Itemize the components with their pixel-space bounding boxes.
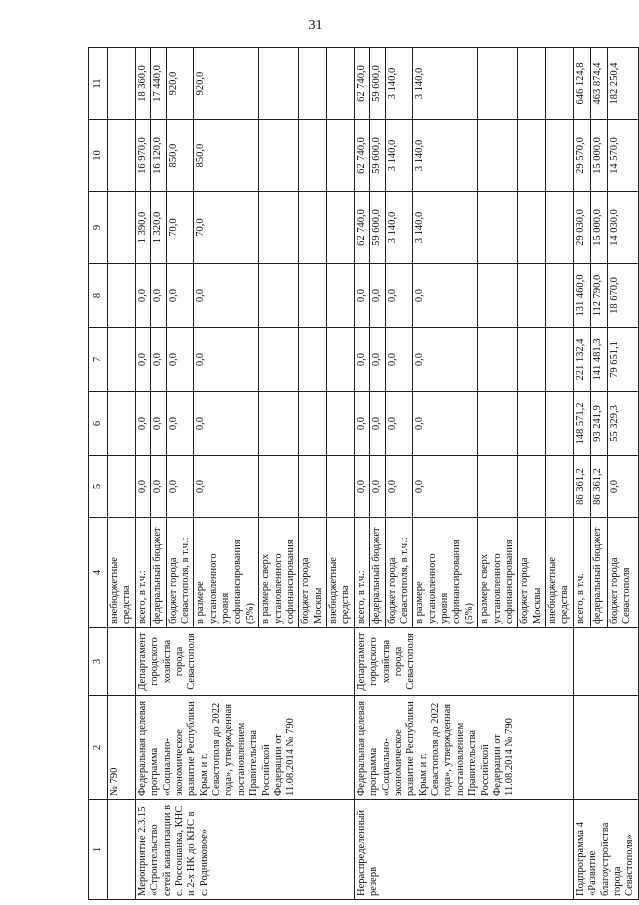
value-cell [546,192,574,264]
source-cell: всего, в т.ч. [573,518,590,628]
col-header: 5 [89,456,108,518]
value-cell: 0,0 [413,392,478,456]
value-cell: 463 874,4 [590,48,607,120]
value-cell [546,392,574,456]
value-cell [259,48,299,120]
value-cell: 0,0 [135,392,150,456]
source-cell: в размере сверх установленного софинансирования [259,518,299,628]
source-cell: внебюджетные средства [327,518,355,628]
value-cell: 0,0 [151,264,166,328]
table-row [354,48,369,900]
program-cell [573,696,638,800]
col-header: 4 [89,518,108,628]
value-cell: 70,0 [194,192,259,264]
program-cell: № 790 [108,696,136,800]
value-cell: 15 000,0 [590,192,607,264]
source-cell: бюджет города Москвы [518,518,546,628]
value-cell [518,192,546,264]
col-header: 11 [89,48,108,120]
value-cell [108,456,136,518]
col-header: 9 [89,192,108,264]
source-cell: внебюджетные средства [546,518,574,628]
value-cell [478,48,518,120]
value-cell: 850,0 [166,120,194,192]
value-cell: 0,0 [354,392,369,456]
value-cell: 0,0 [607,456,638,518]
value-cell [299,264,327,328]
col-header: 3 [89,628,108,696]
source-cell: бюджет города Севастополя, в т.ч.: [385,518,413,628]
value-cell [478,392,518,456]
value-cell: 62 740,0 [354,192,369,264]
value-cell [108,264,136,328]
value-cell [327,120,355,192]
value-cell: 0,0 [370,456,385,518]
value-cell: 3 140,0 [385,48,413,120]
value-cell: 55 329,3 [607,392,638,456]
col-header: 1 [89,800,108,900]
row-name-cell [108,800,136,900]
value-cell: 920,0 [166,48,194,120]
executor-cell: Департамент городского хозяйства города Севастополя [354,628,573,696]
value-cell [327,192,355,264]
value-cell: 141 481,3 [590,328,607,392]
value-cell [259,456,299,518]
col-header: 10 [89,120,108,192]
value-cell: 0,0 [385,392,413,456]
value-cell [327,456,355,518]
source-cell: бюджет города Севастополя, в т.ч.: [166,518,194,628]
value-cell: 0,0 [151,392,166,456]
value-cell: 0,0 [370,264,385,328]
source-cell: федеральный бюджет [151,518,166,628]
value-cell [546,120,574,192]
value-cell: 0,0 [135,456,150,518]
value-cell: 86 361,2 [590,456,607,518]
value-cell: 59 600,0 [370,48,385,120]
value-cell [546,328,574,392]
value-cell: 0,0 [354,264,369,328]
col-header: 7 [89,328,108,392]
program-cell: Федеральная целевая программа «Социально-экономическое развитие Республики Крым и г. Севастополя до 2022 года», утвержденная постановлением Правительства Российской Федерации от 11.08.2014 № 790 [135,696,354,800]
reserve-name-cell: Нераспределенный резерв [354,800,573,900]
value-cell [108,48,136,120]
value-cell: 0,0 [151,328,166,392]
value-cell: 79 651,1 [607,328,638,392]
value-cell: 0,0 [166,264,194,328]
subprogram-name-cell: Подпрограмма 4 «Развитие благоустройства города Севастополя» [573,800,638,900]
value-cell: 112 790,0 [590,264,607,328]
value-cell: 0,0 [370,392,385,456]
value-cell [259,328,299,392]
value-cell: 59 600,0 [370,192,385,264]
source-cell: всего, в т.ч.: [135,518,150,628]
value-cell [259,264,299,328]
value-cell: 0,0 [194,456,259,518]
value-cell [299,48,327,120]
value-cell: 0,0 [166,392,194,456]
value-cell: 0,0 [370,328,385,392]
source-cell: бюджет города Москвы [299,518,327,628]
value-cell: 62 740,0 [354,120,369,192]
value-cell: 62 740,0 [354,48,369,120]
value-cell: 1 390,0 [135,192,150,264]
value-cell: 3 140,0 [413,192,478,264]
value-cell: 3 140,0 [413,120,478,192]
executor-cell [108,628,136,696]
value-cell [259,392,299,456]
value-cell [299,328,327,392]
col-header: 8 [89,264,108,328]
value-cell: 0,0 [135,328,150,392]
value-cell: 70,0 [166,192,194,264]
value-cell: 18 670,0 [607,264,638,328]
value-cell: 0,0 [385,328,413,392]
value-cell: 0,0 [166,328,194,392]
value-cell [546,264,574,328]
value-cell: 14 030,0 [607,192,638,264]
value-cell: 0,0 [354,456,369,518]
source-cell: бюджет города Севастополя [607,518,638,628]
value-cell [108,328,136,392]
executor-cell: Департамент городского хозяйства города Севастополя [135,628,354,696]
value-cell [478,120,518,192]
value-cell: 59 600,0 [370,120,385,192]
value-cell [108,120,136,192]
source-cell: в размере сверх установленного софинансирования [478,518,518,628]
value-cell: 646 124,8 [573,48,590,120]
value-cell [299,192,327,264]
program-cell: Федеральная целевая программа «Социально-экономическое развитие Республики Крым и г. Севастополя до 2022 года», утвержденная постановлением Правительства Российской Федерации от 11.08.2014 № 790 [354,696,573,800]
value-cell: 0,0 [151,456,166,518]
value-cell [518,264,546,328]
value-cell: 0,0 [135,264,150,328]
col-header: 2 [89,696,108,800]
value-cell [546,456,574,518]
value-cell: 0,0 [166,456,194,518]
value-cell [299,456,327,518]
value-cell: 850,0 [194,120,259,192]
value-cell [518,392,546,456]
value-cell: 0,0 [413,264,478,328]
value-cell: 14 570,0 [607,120,638,192]
source-cell: в размере установленного уровня софинансирования (5%) [194,518,259,628]
value-cell: 0,0 [413,456,478,518]
header-row [89,48,108,900]
value-cell: 0,0 [194,392,259,456]
value-cell [327,48,355,120]
value-cell: 93 241,9 [590,392,607,456]
value-cell [478,192,518,264]
value-cell [518,456,546,518]
source-cell: федеральный бюджет [370,518,385,628]
table-row [573,48,590,900]
value-cell: 131 460,0 [573,264,590,328]
value-cell [546,48,574,120]
value-cell [259,120,299,192]
col-header: 6 [89,392,108,456]
table-row [108,48,136,900]
value-cell: 16 120,0 [151,120,166,192]
value-cell: 920,0 [194,48,259,120]
value-cell [108,192,136,264]
source-cell: федеральный бюджет [590,518,607,628]
source-cell: всего, в т.ч.: [354,518,369,628]
value-cell: 0,0 [413,328,478,392]
value-cell: 3 140,0 [385,192,413,264]
value-cell: 17 440,0 [151,48,166,120]
executor-cell [573,628,638,696]
value-cell: 0,0 [385,264,413,328]
value-cell: 29 030,0 [573,192,590,264]
value-cell: 0,0 [194,264,259,328]
source-cell: внебюджетные средства [108,518,136,628]
budget-table [88,47,639,900]
value-cell: 18 360,0 [135,48,150,120]
value-cell [478,456,518,518]
measure-name-cell: Мероприятие 2.3.15 «Строительство сетей канализации в с. Россошанка, КНС и 2-х НК до КНС в с. Родниковое» [135,800,354,900]
value-cell [518,120,546,192]
value-cell [478,328,518,392]
value-cell [299,392,327,456]
rotated-table-container [88,48,636,900]
value-cell: 0,0 [194,328,259,392]
value-cell: 15 000,0 [590,120,607,192]
value-cell [518,328,546,392]
value-cell: 0,0 [385,456,413,518]
value-cell: 221 132,4 [573,328,590,392]
value-cell [327,392,355,456]
value-cell [299,120,327,192]
table-row [135,48,150,900]
value-cell [327,264,355,328]
value-cell: 148 571,2 [573,392,590,456]
value-cell [259,192,299,264]
value-cell [518,48,546,120]
value-cell: 0,0 [354,328,369,392]
value-cell: 3 140,0 [385,120,413,192]
value-cell: 29 570,0 [573,120,590,192]
value-cell: 1 320,0 [151,192,166,264]
value-cell: 86 361,2 [573,456,590,518]
source-cell: в размере установленного уровня софинансирования (5%) [413,518,478,628]
value-cell: 16 970,0 [135,120,150,192]
value-cell: 3 140,0 [413,48,478,120]
value-cell [478,264,518,328]
value-cell: 182 250,4 [607,48,638,120]
value-cell [327,328,355,392]
page-number: 31 [308,18,323,33]
value-cell [108,392,136,456]
